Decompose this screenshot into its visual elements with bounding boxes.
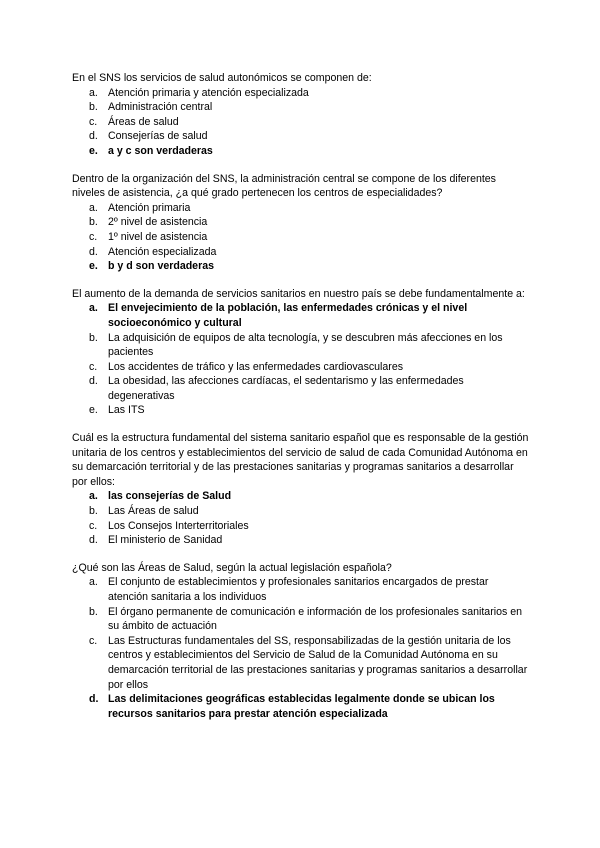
option-text: Las Áreas de salud — [108, 505, 199, 518]
options-list — [72, 489, 530, 547]
option-text: Los Consejos Interterritoriales — [108, 519, 249, 532]
option-letter: d. — [89, 693, 99, 706]
option-e-correct — [72, 259, 530, 274]
option-text: El ministerio de Sanidad — [108, 534, 223, 547]
option-text: Áreas de salud — [108, 115, 179, 128]
option-b — [72, 504, 530, 519]
option-letter: c. — [89, 230, 98, 243]
option-text: Consejerías de salud — [108, 130, 208, 143]
question-2 — [72, 172, 530, 274]
option-letter: c. — [89, 519, 98, 532]
option-c — [72, 230, 530, 245]
option-letter: b. — [89, 505, 98, 518]
option-letter: a. — [89, 86, 98, 99]
option-letter: a. — [89, 490, 98, 503]
option-text: 2º nivel de asistencia — [108, 216, 208, 229]
option-text: Administración central — [108, 101, 213, 114]
question-4 — [72, 431, 530, 548]
option-e-correct — [72, 144, 530, 159]
option-letter: a. — [89, 302, 98, 315]
option-b — [72, 215, 530, 230]
option-a — [72, 86, 530, 101]
option-b — [72, 605, 530, 634]
question-text: ¿Qué son las Áreas de Salud, según la actual legislación española? — [72, 561, 392, 574]
option-text: El envejecimiento de la población, las enfermedades crónicas y el nivel socioeconómico y cultural — [108, 302, 468, 329]
option-text: Los accidentes de tráfico y las enfermedades cardiovasculares — [108, 360, 404, 373]
option-text: 1º nivel de asistencia — [108, 230, 208, 243]
option-c — [72, 115, 530, 130]
option-letter: b. — [89, 605, 98, 618]
option-a — [72, 201, 530, 216]
option-text: Atención primaria y atención especializada — [108, 86, 309, 99]
question-1 — [72, 71, 530, 159]
option-c — [72, 634, 530, 692]
option-letter: b. — [89, 331, 98, 344]
question-text: Dentro de la organización del SNS, la administración central se compone de los diferentes niveles de asistencia, ¿a qué grado pertenecen los centros de especialidades? — [72, 172, 496, 200]
options-list — [72, 86, 530, 159]
question-text: El aumento de la demanda de servicios sanitarios en nuestro país se debe fundamentalmente a: — [72, 287, 525, 300]
option-d — [72, 129, 530, 144]
option-a — [72, 575, 530, 604]
option-text: a y c son verdaderas — [108, 144, 213, 157]
option-c — [72, 360, 530, 375]
option-letter: c. — [89, 115, 98, 128]
option-letter: b. — [89, 216, 98, 229]
option-d-correct — [72, 692, 530, 721]
option-text: las consejerías de Salud — [108, 490, 232, 503]
question-5 — [72, 561, 530, 722]
option-d — [72, 245, 530, 260]
option-text: Atención primaria — [108, 201, 191, 214]
option-letter: a. — [89, 201, 98, 214]
option-letter: e. — [89, 144, 98, 157]
option-letter: a. — [89, 576, 98, 589]
option-letter: e. — [89, 404, 98, 417]
question-text: En el SNS los servicios de salud autonómicos se componen de: — [72, 72, 372, 84]
option-letter: d. — [89, 245, 98, 258]
option-text: La obesidad, las afecciones cardíacas, el sedentarismo y las enfermedades degenerativas — [108, 375, 464, 402]
option-c — [72, 519, 530, 534]
option-d — [72, 533, 530, 548]
option-e — [72, 403, 530, 418]
option-text: El órgano permanente de comunicación e información de los profesionales sanitarios en su ámbito de actuación — [108, 605, 522, 633]
options-list — [72, 575, 530, 721]
option-text: Las Estructuras fundamentales del SS, responsabilizadas de la gestión unitaria de los centros y establecimientos del Servicio de Salud de la Comunidad Autónoma en su demarcación territorial de las prestaciones sanitarias y programas sanitarios a desarrollar por ellos — [108, 634, 528, 691]
option-text: El conjunto de establecimientos y profesionales sanitarios encargados de prestar atención sanitaria a los individuos — [108, 576, 489, 603]
option-letter: e. — [89, 260, 98, 273]
options-list — [72, 201, 530, 274]
option-text: Las ITS — [108, 404, 145, 417]
option-b — [72, 100, 530, 115]
option-letter: d. — [89, 534, 98, 547]
options-list — [72, 301, 530, 418]
option-d — [72, 374, 530, 403]
option-letter: c. — [89, 360, 98, 373]
option-b — [72, 331, 530, 360]
option-a-correct — [72, 489, 530, 504]
option-letter: b. — [89, 101, 98, 114]
option-letter: c. — [89, 634, 98, 647]
option-text: Atención especializada — [108, 245, 217, 258]
option-text: Las delimitaciones geográficas establecidas legalmente donde se ubican los recursos sanitarios para prestar atención especializada — [108, 693, 495, 720]
option-text: b y d son verdaderas — [108, 260, 214, 273]
question-3 — [72, 287, 530, 418]
option-letter: d. — [89, 130, 98, 143]
question-text: Cuál es la estructura fundamental del sistema sanitario español que es responsable de la gestión unitaria de los centros y establecimientos del servicio de salud de cada Comunidad Autónoma en su demarcación territorial y de las prestaciones sanitarias y programas sanitarios a desarrollar por ellos: — [72, 432, 529, 488]
option-a-correct — [72, 301, 530, 330]
option-text: La adquisición de equipos de alta tecnología, y se descubren más afecciones en los pacientes — [108, 331, 503, 359]
option-letter: d. — [89, 375, 98, 388]
